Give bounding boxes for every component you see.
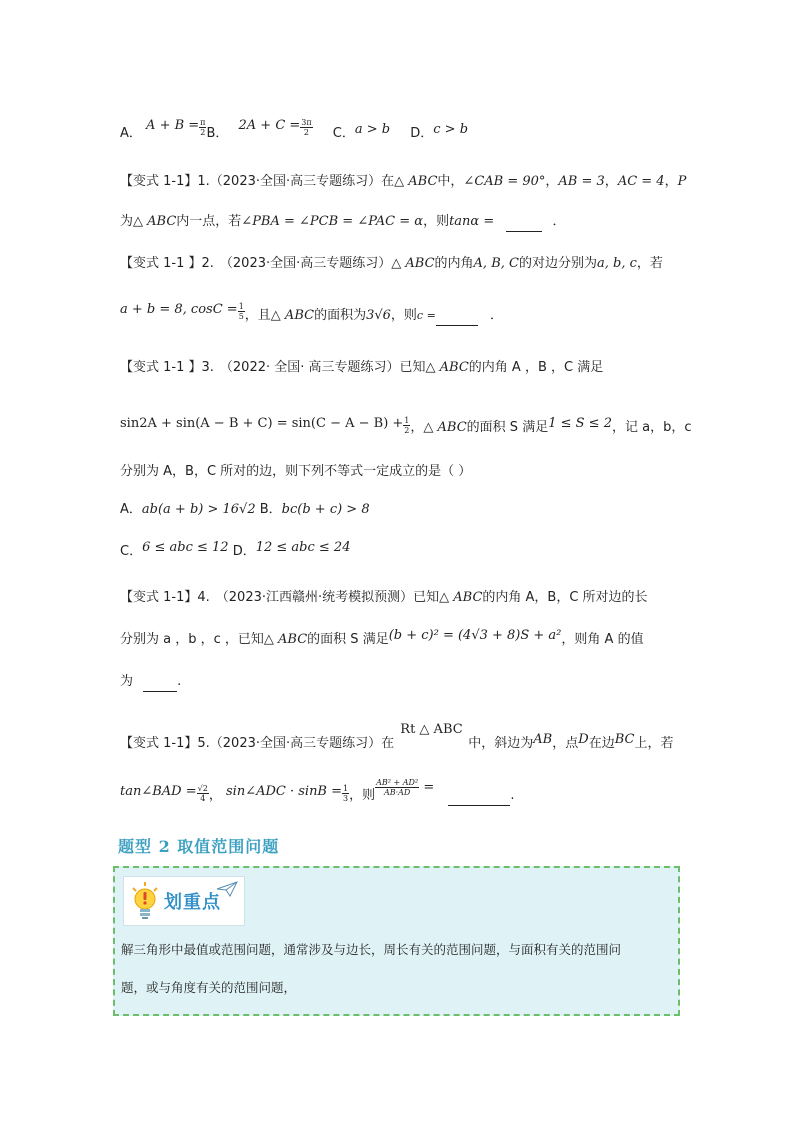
q0-option-b-expr: 2A + C = [238, 118, 301, 133]
answer-blank[interactable] [143, 677, 177, 692]
q0-option-c-expr: a > b [354, 122, 391, 137]
key-point-text-2: 题，或与角度有关的范围问题， [121, 980, 297, 995]
q4-line1: 【变式 1-1】4. （2023·江西赣州·统考模拟预测）已知△ ABC的内角 A，B，C 所对边的长 [120, 590, 648, 605]
variant-tag: 【变式 1-1 】 [120, 360, 202, 375]
q4-line2: 分别为 a ，b ，c ，已知△ ABC的面积 S 满足(b + c)² = (4√3 + 8)S + a²，则角 A 的值 [120, 628, 644, 647]
q3-line3: 分别为 A，B，C 所对的边，则下列不等式一定成立的是（ ） [120, 464, 472, 479]
q3-option-a: ab(a + b) > 16√2 [141, 502, 256, 517]
q0-option-a-frac: $\frac{\pi}{2}$ [200, 118, 206, 137]
section-title: 题型 2 取值范围问题 [118, 837, 280, 856]
q0-option-d-expr: c > b [433, 122, 469, 137]
q5-line2: tan∠BAD = $\frac{√2}{4}$ ， sin∠ADC · sinB = $\frac{1}{3}$ ，则 $\frac{\text{AB² + AD²}}{AB\cdot AD}$ = . [120, 786, 515, 806]
variant-tag: 【变式 1-1】 [120, 590, 198, 605]
q0-option-b-frac: $\frac{3\pi}{2}$ [301, 118, 312, 137]
q0-option-a-expr: A + B = [146, 118, 200, 133]
q3-line2: sin2A + sin(A − B + C) = sin(C − A − B) + $\frac{1}{2}$ ，△ ABC的面积 S 满足1 ≤ S ≤ 2，记 a，b，c [120, 416, 692, 435]
q0-options: A． A + B = $\frac{\pi}{2}$ B． 2A + C = $\frac{3\pi}{2}$ C．a > b D．c > b [120, 118, 469, 141]
q2-line1: 【变式 1-1 】2. （2023·全国·高三专题练习）△ ABC的内角A, B, C的对边分别为a, b, c，若 [120, 256, 663, 271]
q5-line1: 【变式 1-1】5.（2023·全国·高三专题练习）在 Rt △ ABC 中，斜边为AB，点D在边BC上，若 [120, 722, 674, 751]
q1-line1: 【变式 1-1】1.（2023·全国·高三专题练习）在△ ABC中，∠CAB = 90°，AB = 3，AC = 4，P [120, 174, 687, 189]
answer-blank[interactable] [506, 217, 542, 232]
variant-tag: 【变式 1-1】 [120, 736, 198, 751]
key-point-badge [123, 876, 245, 926]
key-point-text-1: 解三角形中最值或范围问题，通常涉及与边长，周长有关的范围问题，与面积有关的范围问 [121, 942, 622, 957]
key-point-box [113, 866, 680, 1016]
q3-options-ab: A．ab(a + b) > 16√2 B．bc(b + c) > 8 [120, 502, 370, 517]
q1-line2: 为△ ABC内一点，若∠PBA = ∠PCB = ∠PAC = α，则tanα = ． [120, 212, 566, 232]
paper-plane-icon [216, 881, 238, 897]
q3-option-c: 6 ≤ abc ≤ 12 [142, 540, 229, 555]
answer-blank[interactable] [436, 311, 478, 326]
variant-tag: 【变式 1-1】 [120, 174, 198, 189]
variant-tag: 【变式 1-1 】 [120, 256, 202, 271]
q4-line3: 为 . [120, 672, 181, 692]
q3-option-d: 12 ≤ abc ≤ 24 [255, 540, 351, 555]
key-point-label: 划重点 [164, 892, 221, 913]
q3-option-b: bc(b + c) > 8 [281, 502, 370, 517]
q2-line2: a + b = 8, cosC = $\frac{1}{5}$ ，且△ ABC的面积为3√6，则c = ． [120, 306, 503, 326]
q3-options-cd: C．6 ≤ abc ≤ 12 D．12 ≤ abc ≤ 24 [120, 540, 351, 559]
lightbulb-icon [128, 881, 162, 921]
answer-blank[interactable] [448, 791, 510, 806]
q3-line1: 【变式 1-1 】3. （2022· 全国· 高三专题练习）已知△ ABC的内角 A ，B ，C 满足 [120, 360, 604, 375]
